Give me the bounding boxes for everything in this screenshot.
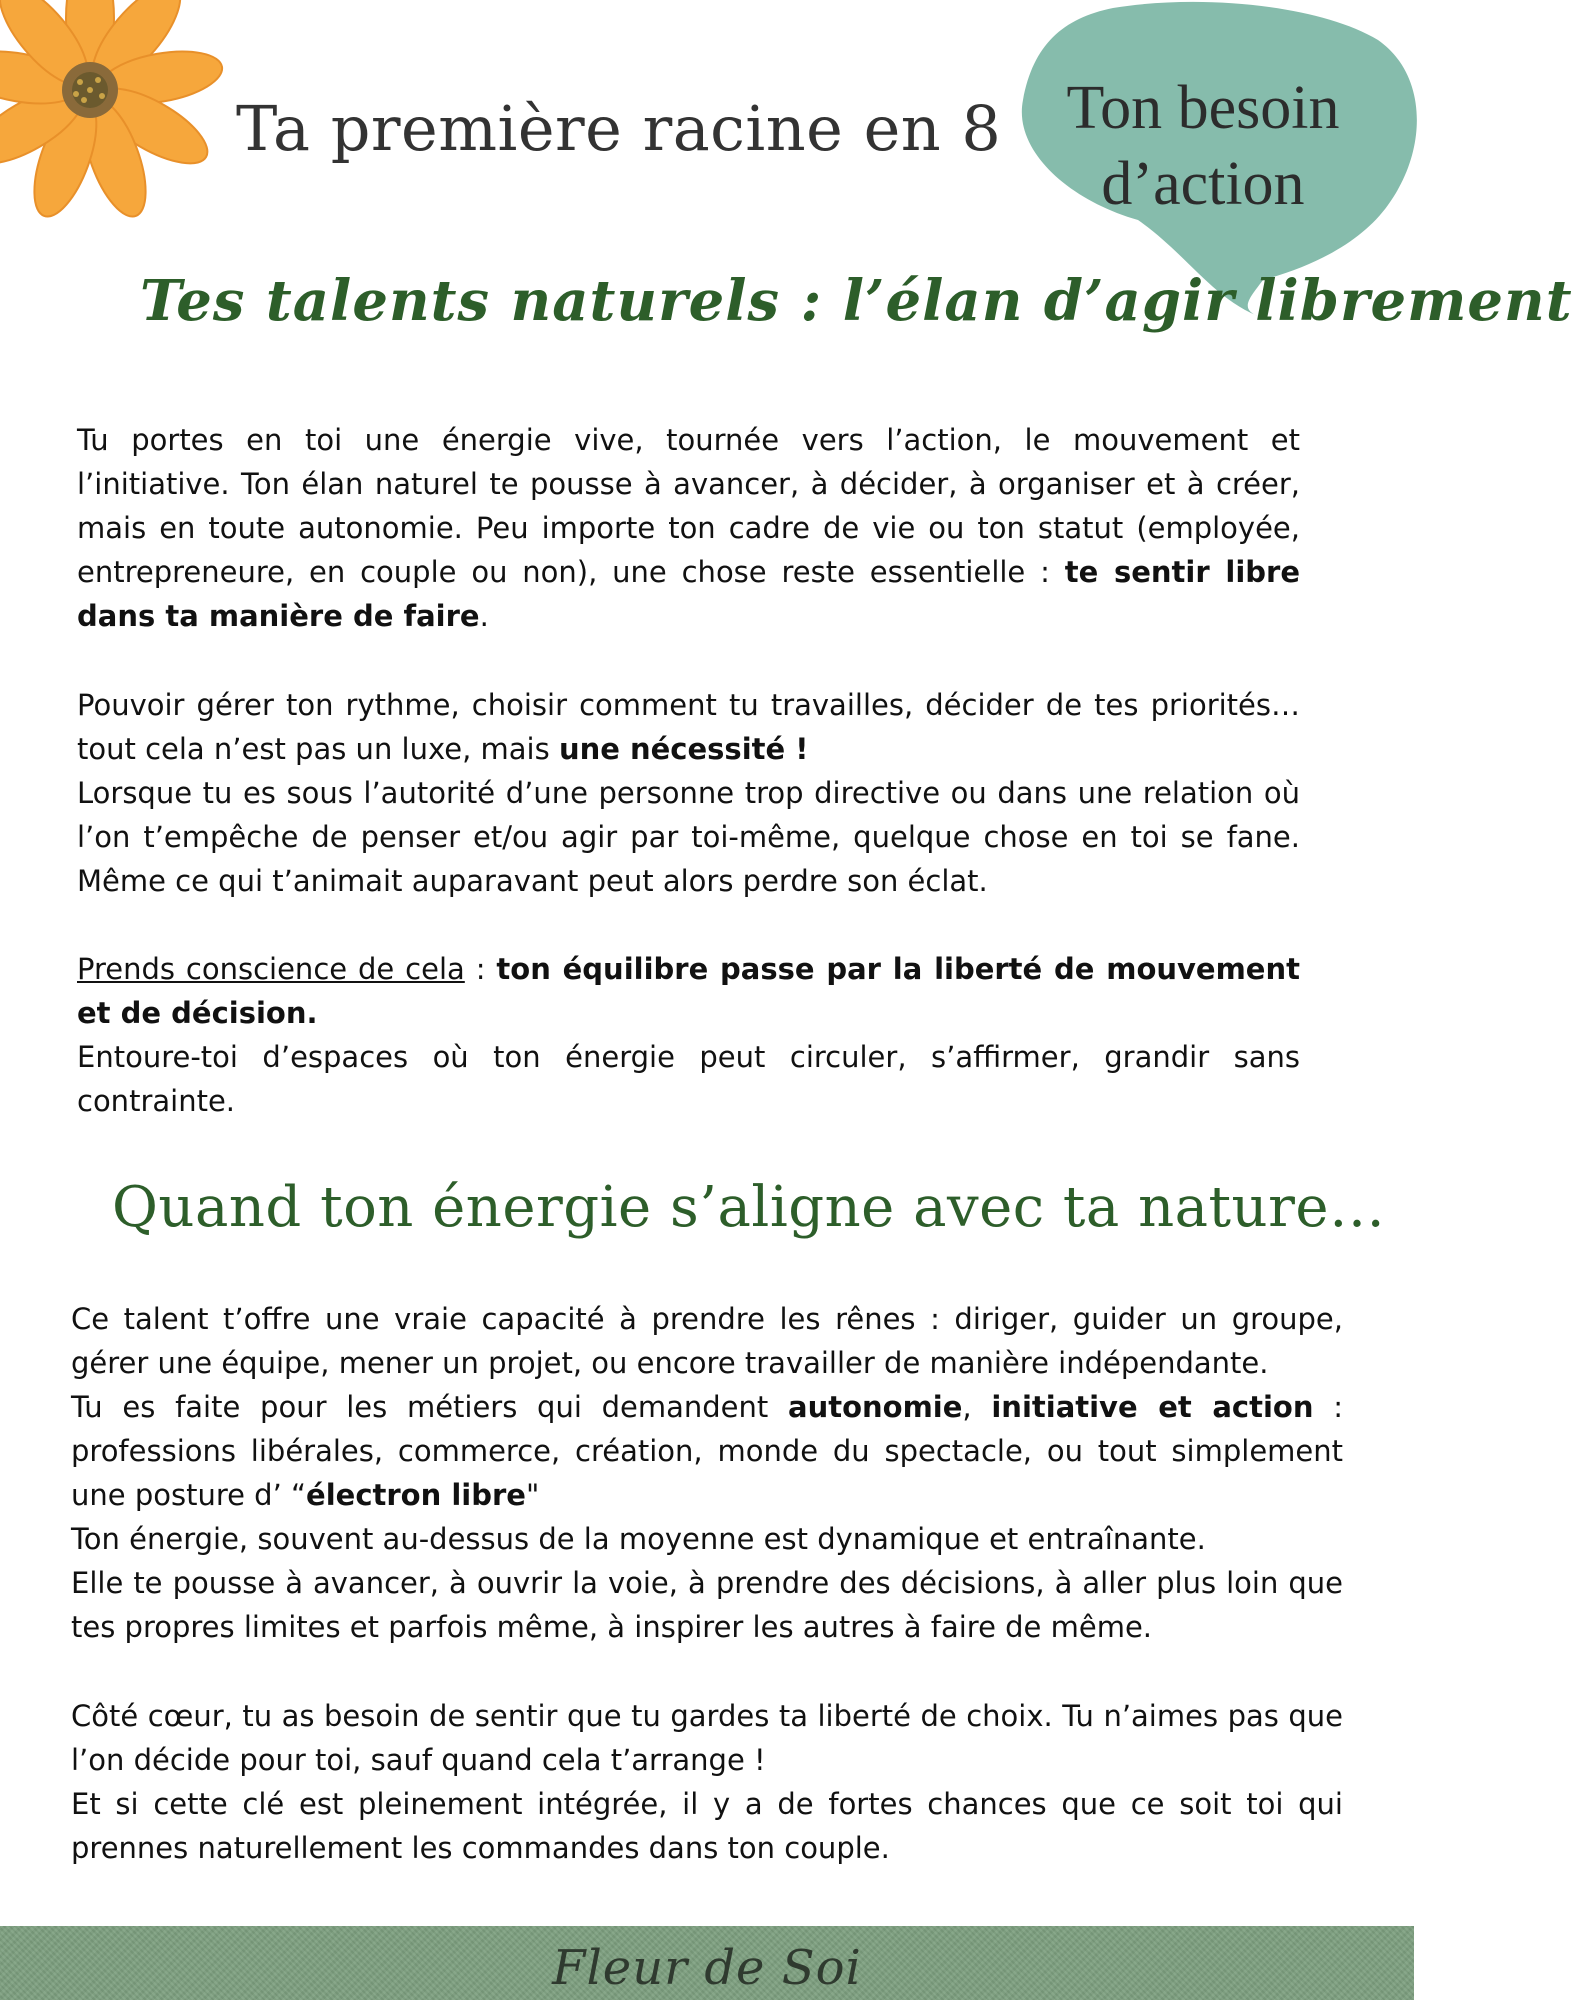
flower-illustration <box>0 0 220 220</box>
bold-text: une nécessité ! <box>558 732 809 766</box>
text: : professions libérales, commerce, création, monde du spectacle, ou tout simplement une posture d’ “ <box>71 1390 1343 1512</box>
bold-text: initiative et action <box>991 1390 1314 1424</box>
text: , <box>962 1390 992 1424</box>
text: Tu portes en toi une énergie vive, tournée vers l’action, le mouvement et l’initiative. Ton élan naturel te pousse à avancer, à décider, à organiser et à créer, mais en toute autonomie. Peu importe ton cadre de vie ou ton statut (employée, entrepreneure, en couple ou non), une chose reste essentielle : <box>77 423 1300 589</box>
bold-text: ton équilibre passe par la liberté de mouvement et de décision. <box>77 952 1300 1030</box>
intro-paragraph-3 <box>77 947 1300 1123</box>
text: Et si cette clé est pleinement intégrée, il y a de fortes chances que ce soit toi qui prennes naturellement les commandes dans ton couple. <box>71 1787 1343 1865</box>
section-paragraph-1 <box>71 1297 1343 1649</box>
section-heading: Quand ton énergie s’aligne avec ta nature… <box>112 1175 1386 1240</box>
intro-paragraph-1 <box>77 418 1300 638</box>
page-title: Ta première racine en 8 <box>236 92 1002 165</box>
intro-paragraph-2 <box>77 683 1300 903</box>
subtitle: Tes talents naturels : l’élan d’agir librement <box>140 268 1573 334</box>
bold-text: te sentir libre dans ta manière de faire <box>77 555 1300 633</box>
text: : <box>464 952 497 986</box>
text: " <box>525 1478 540 1512</box>
text: Ce talent t’offre une vraie capacité à prendre les rênes : diriger, guider un groupe, gérer une équipe, mener un projet, ou encore travailler de manière indépendante. <box>71 1302 1343 1380</box>
badge-line-1: Ton besoin <box>1066 74 1340 142</box>
badge-line-2: d’action <box>1101 150 1305 218</box>
text: Entoure-toi d’espaces où ton énergie peut circuler, s’affirmer, grandir sans contrainte. <box>77 1040 1300 1118</box>
text: Lorsque tu es sous l’autorité d’une personne trop directive ou dans une relation où l’on t’empêche de penser et/ou agir par toi-même, quelque chose en toi se fane. Même ce qui t’animait auparavant peut alors perdre son éclat. <box>77 776 1300 898</box>
section-paragraph-2 <box>71 1694 1343 1870</box>
bold-text: électron libre <box>306 1478 526 1512</box>
footer-band <box>0 1926 1414 2000</box>
bold-text: autonomie <box>788 1390 963 1424</box>
underlined-text: Prends conscience de cela <box>77 952 465 986</box>
text: Côté cœur, tu as besoin de sentir que tu gardes ta liberté de choix. Tu n’aimes pas que l’on décide pour toi, sauf quand cela t’arrange ! <box>71 1699 1343 1777</box>
text: . <box>479 599 489 633</box>
footer-brand: Fleur de Soi <box>552 1940 862 1996</box>
text: Pouvoir gérer ton rythme, choisir comment tu travailles, décider de tes priorités… tout cela n’est pas un luxe, mais <box>77 688 1300 766</box>
text: Tu es faite pour les métiers qui demandent <box>71 1390 788 1424</box>
text: Elle te pousse à avancer, à ouvrir la voie, à prendre des décisions, à aller plus loin que tes propres limites et parfois même, à inspirer les autres à faire de même. <box>71 1566 1343 1644</box>
text: Ton énergie, souvent au-dessus de la moyenne est dynamique et entraînante. <box>71 1522 1206 1556</box>
